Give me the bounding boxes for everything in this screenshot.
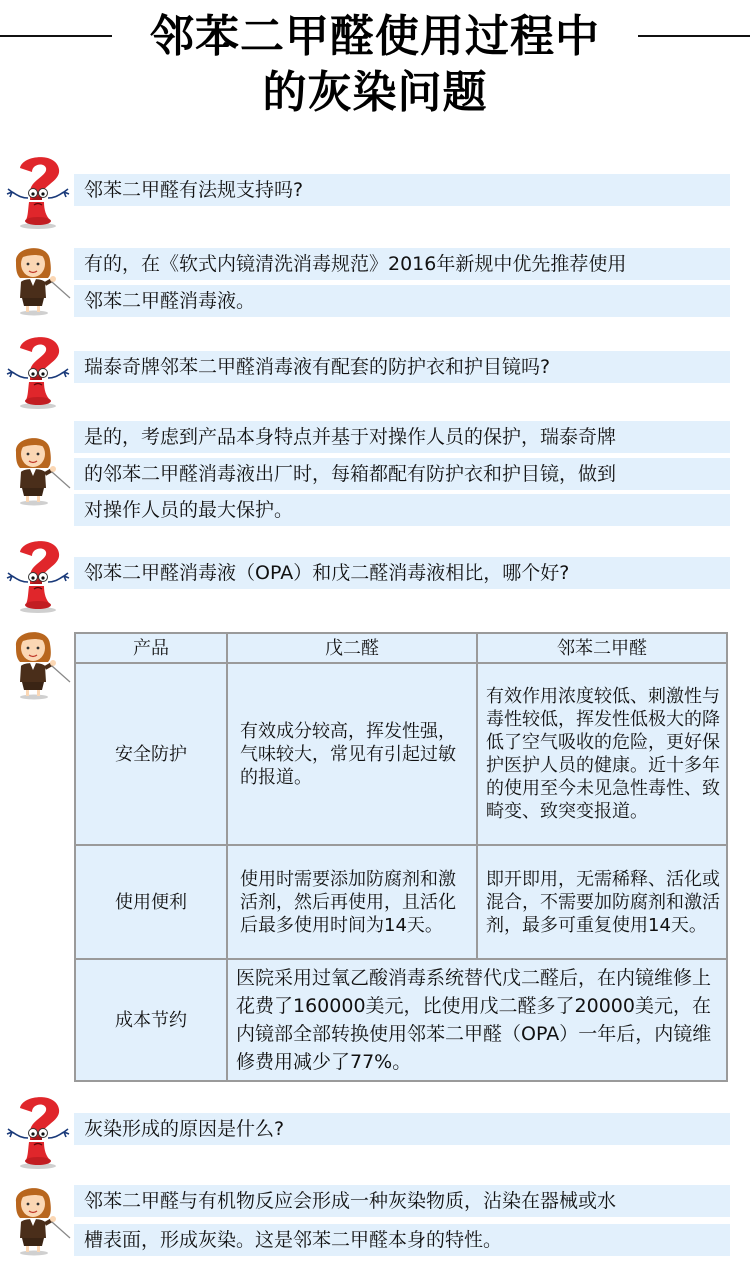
table-row xyxy=(75,845,727,959)
comparison-table xyxy=(74,632,728,1082)
question-bubble-3 xyxy=(74,557,730,589)
answer-bubble-4-line-2 xyxy=(74,1224,730,1256)
answer-bubble-1-line-1 xyxy=(74,248,730,280)
question-mark-character-icon xyxy=(2,1094,72,1170)
question-bubble-1 xyxy=(74,174,730,206)
cell-glutaraldehyde-safety: 有效成分较高，挥发性强，气味较大，常见有引起过敏的报道。 xyxy=(227,663,477,845)
answer-bubble-2-line-3 xyxy=(74,494,730,526)
page-title-line-1: 邻苯二甲醛使用过程中 xyxy=(150,11,600,62)
answer-bubble-2-line-2 xyxy=(74,458,730,490)
question-mark-character-icon xyxy=(2,154,72,230)
table-row xyxy=(75,959,727,1081)
cell-cost-merged: 医院采用过氧乙酸消毒系统替代戊二醛后，在内镜维修上花费了160000美元，比使用戊二醛多了20000美元，在内镜部全部转换使用邻苯二甲醛（OPA）一年后，内镜维修费用减少了77%。 xyxy=(227,959,727,1081)
answer-text: 有的，在《软式内镜清洗消毒规范》2016年新规中优先推荐使用 xyxy=(84,253,627,275)
header-opa: 邻苯二甲醛 xyxy=(477,633,727,663)
row-label-cost: 成本节约 xyxy=(75,959,227,1081)
answer-text: 邻苯二甲醛消毒液。 xyxy=(84,290,256,312)
question-bubble-2 xyxy=(74,351,730,383)
page-title-line-2: 的灰染问题 xyxy=(262,67,488,118)
teacher-woman-icon xyxy=(4,430,74,506)
cell-opa-convenience: 即开即用，无需稀释、活化或混合，不需要加防腐剂和激活剂，最多可重复使用14天。 xyxy=(477,845,727,959)
answer-text: 的邻苯二甲醛消毒液出厂时，每箱都配有防护衣和护目镜，做到 xyxy=(84,463,617,485)
answer-text: 是的，考虑到产品本身特点并基于对操作人员的保护，瑞泰奇牌 xyxy=(84,426,617,448)
question-bubble-4 xyxy=(74,1113,730,1145)
answer-text: 邻苯二甲醛与有机物反应会形成一种灰染物质，沾染在器械或水 xyxy=(84,1190,617,1212)
answer-bubble-1-line-2 xyxy=(74,285,730,317)
row-label-safety: 安全防护 xyxy=(75,663,227,845)
question-mark-character-icon xyxy=(2,334,72,410)
row-label-convenience: 使用便利 xyxy=(75,845,227,959)
teacher-woman-icon xyxy=(4,624,74,700)
question-text: 邻苯二甲醛消毒液（OPA）和戊二醛消毒液相比，哪个好? xyxy=(84,562,570,584)
question-text: 邻苯二甲醛有法规支持吗? xyxy=(84,179,304,201)
teacher-woman-icon xyxy=(4,1180,74,1256)
teacher-woman-icon xyxy=(4,240,74,316)
question-text: 灰染形成的原因是什么? xyxy=(84,1118,285,1140)
header-glutaraldehyde: 戊二醛 xyxy=(227,633,477,663)
cell-opa-safety: 有效作用浓度较低、刺激性与毒性较低，挥发性低极大的降低了空气吸收的危险，更好保护医护人员的健康。近十多年的使用至今未见急性毒性、致畸变、致突变报道。 xyxy=(477,663,727,845)
cell-glutaraldehyde-convenience: 使用时需要添加防腐剂和激活剂，然后再使用，且活化后最多使用时间为14天。 xyxy=(227,845,477,959)
question-text: 瑞泰奇牌邻苯二甲醛消毒液有配套的防护衣和护目镜吗? xyxy=(84,356,551,378)
answer-text: 对操作人员的最大保护。 xyxy=(84,499,294,521)
question-mark-character-icon xyxy=(2,538,72,614)
header-product: 产品 xyxy=(75,633,227,663)
answer-bubble-2-line-1 xyxy=(74,421,730,453)
table-header-row xyxy=(75,633,727,663)
table-row xyxy=(75,663,727,845)
answer-bubble-4-line-1 xyxy=(74,1185,730,1217)
answer-text: 槽表面，形成灰染。这是邻苯二甲醛本身的特性。 xyxy=(84,1229,503,1251)
page-header xyxy=(0,0,750,130)
